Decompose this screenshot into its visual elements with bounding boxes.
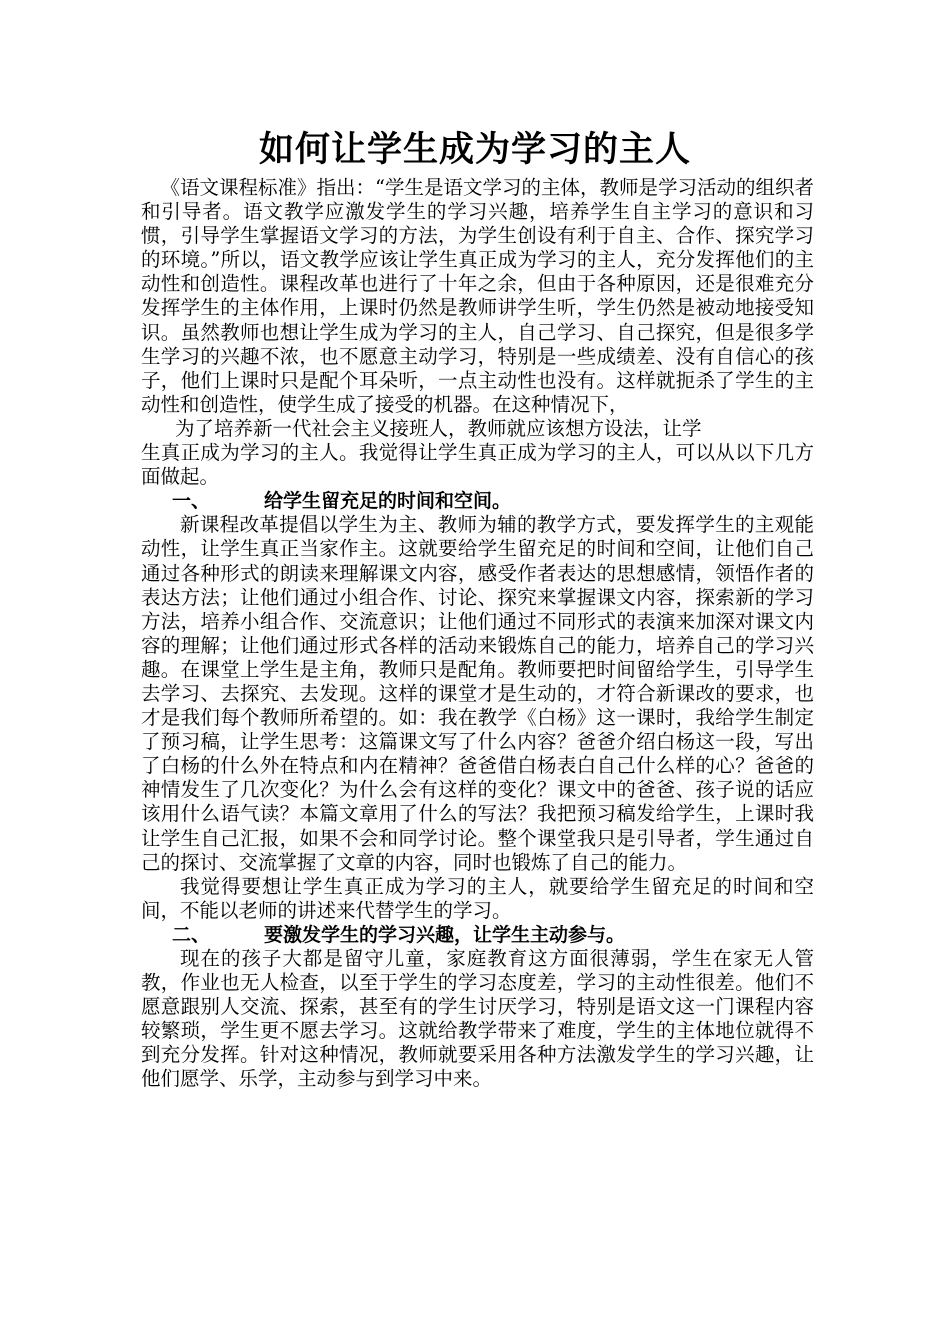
section-1-paragraph-2: 我觉得要想让学生真正成为学习的主人，就要给学生留充足的时间和空间，不能以老师的讲述来代替学生的学习。 xyxy=(141,874,814,922)
section-1-title: 给学生留充足的时间和空间。 xyxy=(264,490,512,513)
section-1-paragraph-1: 新课程改革提倡以学生为主、教师为辅的教学方式，要发挥学生的主观能动性，让学生真正当家作主。这就要给学生留充足的时间和空间，让他们自己通过各种形式的朗读来理解课文内容，感受作者表达的思想感情，领悟作者的表达方法；让他们通过小组合作、讨论、探究来掌握课文内容，探索新的学习方法，培养小组合作、交流意识；让他们通过不同形式的表演来加深对课文内容的理解；让他们通过形式各样的活动来锻炼自己的能力，培养自己的学习兴趣。在课堂上学生是主角，教师只是配角。教师要把时间留给学生，引导学生去学习、去探究、去发现。这样的课堂才是生动的，才符合新课改的要求，也才是我们每个教师所希望的。如：我在教学《白杨》这一课时，我给学生制定了预习稿，让学生思考：这篇课文写了什么内容？爸爸介绍白杨这一段，写出了白杨的什么外在特点和内在精神？爸爸借白杨表白自己什么样的心？爸爸的神情发生了几次变化？为什么会有这样的变化？课文中的爸爸、孩子说的话应该用什么语气读？本篇文章用了什么的写法？我把预习稿发给学生，上课时我让学生自己汇报，如果不会和同学讨论。整个课堂我只是引导者，学生通过自己的探讨、交流掌握了文章的内容，同时也锻炼了自己的能力。 xyxy=(141,513,814,874)
intro-paragraph: 《语文课程标准》指出：“学生是语文学习的主体，教师是学习活动的组织者和引导者。语文教学应激发学生的学习兴趣，培养学生自主学习的意识和习惯，引导学生掌握语文学习的方法，为学生创设有利于自主、合作、探究学习的环境。”所以，语文教学应该让学生真正成为学习的主人，充分发挥他们的主动性和创造性。课程改革也进行了十年之余，但由于各种原因，还是很难充分发挥学生的主体作用，上课时仍然是教师讲学生听，学生仍然是被动地接受知识。虽然教师也想让学生成为学习的主人，自己学习、自己探究，但是很多学生学习的兴趣不浓，也不愿意主动学习，特别是一些成绩差、没有自信心的孩子，他们上课时只是配个耳朵听，一点主动性也没有。这样就扼杀了学生的主动性和创造性，使学生成了接受的机器。在这种情况下， xyxy=(141,176,814,416)
section-2-paragraph-1: 现在的孩子大都是留守儿童，家庭教育这方面很薄弱，学生在家无人管教，作业也无人检查，以至于学生的学习态度差，学习的主动性很差。他们不愿意跟别人交流、探索，甚至有的学生讨厌学习，特别是语文这一门课程内容较繁琐，学生更不愿去学习。这就给教学带来了难度，学生的主体地位就得不到充分发挥。针对这种情况，教师就要采用各种方法激发学生的学习兴趣，让他们愿学、乐学，主动参与到学习中来。 xyxy=(141,947,814,1091)
section-2-title: 要激发学生的学习兴趣，让学生主动参与。 xyxy=(264,923,626,946)
section-1-heading xyxy=(141,489,814,513)
intro-continuation xyxy=(141,417,814,489)
document-body xyxy=(141,176,814,1092)
section-1-number: 一、 xyxy=(172,490,211,513)
section-2-number: 二、 xyxy=(172,923,211,946)
intro-continuation-rest: 生真正成为学习的主人。我觉得让学生真正成为学习的主人，可以从以下几方面做起。 xyxy=(141,441,814,489)
document-title: 如何让学生成为学习的主人 xyxy=(258,130,691,170)
intro-continuation-first-line: 为了培养新一代社会主义接班人，教师就应该想方设法，让学 xyxy=(175,416,702,440)
section-2-heading xyxy=(141,923,814,947)
